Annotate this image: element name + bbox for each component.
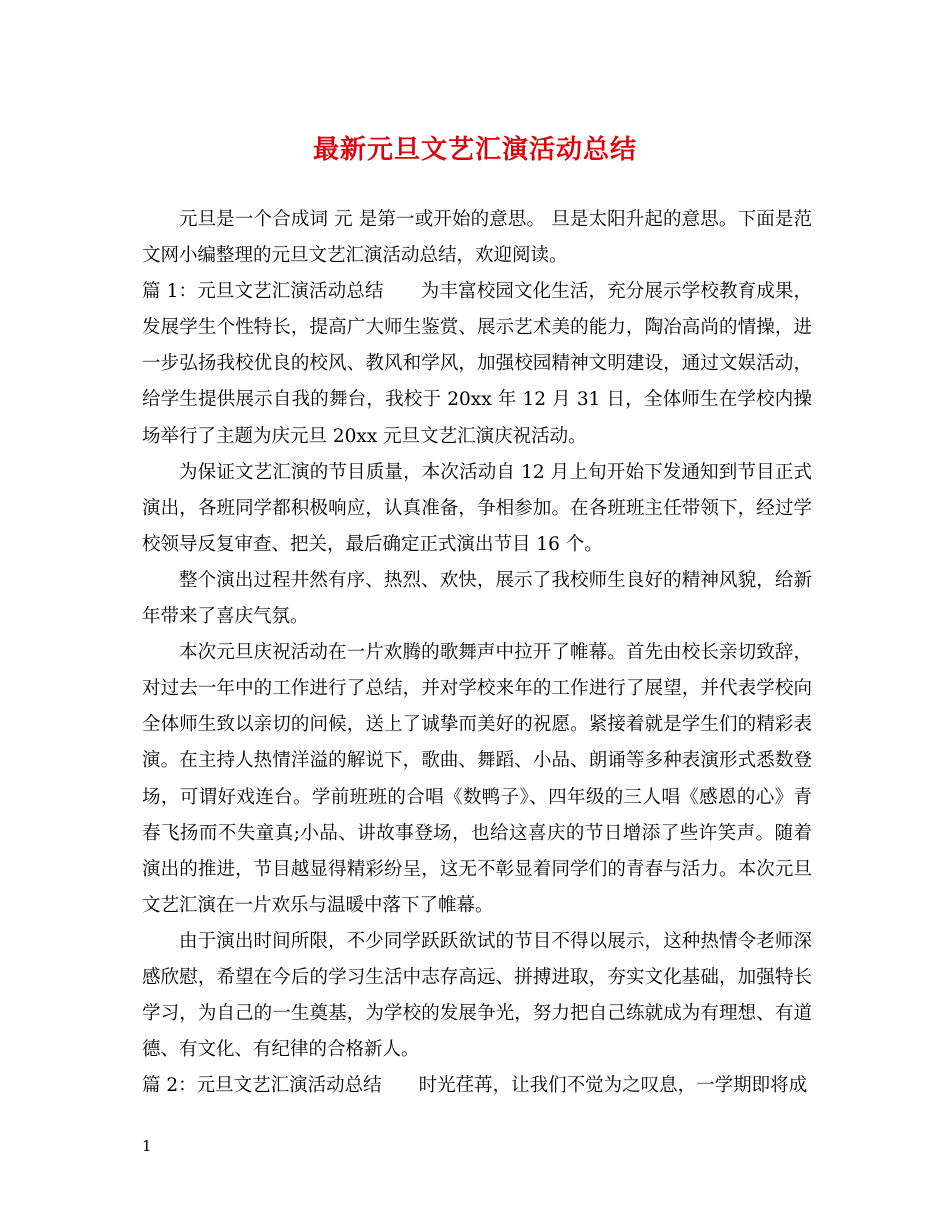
paragraph-intro: 元旦是一个合成词 元 是第一或开始的意思。 旦是太阳升起的意思。下面是范文网小编整理的元旦文艺汇演活动总结，欢迎阅读。: [142, 209, 812, 267]
document-body: [142, 202, 812, 1104]
paragraph-celebration: 本次元旦庆祝活动在一片欢腾的歌舞声中拉开了帷幕。首先由校长亲切致辞，对过去一年中的工作进行了总结，并对学校来年的工作进行了展望，并代表学校向全体师生致以亲切的问候，送上了诚挚而美好的祝愿。紧接着就是学生们的精彩表演。在主持人热情洋溢的解说下，歌曲、舞蹈、小品、朗诵等多种表演形式悉数登场，可谓好戏连台。学前班班的合唱《数鸭子》、四年级的三人唱《感恩的心》青春飞扬而不失童真;小品、讲故事登场，也给这喜庆的节日增添了些许笑声。随着演出的推进，节目越显得精彩纷呈，这无不彰显着同学们的青春与活力。本次元旦文艺汇演在一片欢乐与温暖中落下了帷幕。: [142, 642, 812, 916]
paragraph-performance-order: 整个演出过程井然有序、热烈、欢快，展示了我校师生良好的精神风貌，给新年带来了喜庆气氛。: [142, 569, 812, 628]
page-number: 1: [142, 1137, 152, 1155]
paragraph-program-quality: 为保证文艺汇演的节目质量，本次活动自 12 月上旬开始下发通知到节目正式演出，各班同学都积极响应，认真准备，争相参加。在各班班主任带领下，经过学校领导反复审查、把关，最后确定正式演出节目 16 个。: [142, 461, 812, 555]
paragraph-article-1-start: 篇 1：元旦文艺汇演活动总结 为丰富校园文化生活，充分展示学校教育成果，发展学生个性特长，提高广大师生鉴赏、展示艺术美的能力，陶冶高尚的情操，进一步弘扬我校优良的校风、教风和学风，加强校园精神文明建设，通过文娱活动，给学生提供展示自我的舞台，我校于 20xx 年 12 月 31 日，全体师生在学校内操场举行了主题为庆元旦 20xx 元旦文艺汇演庆祝活动。: [142, 281, 812, 447]
paragraph-closing-hopes: 由于演出时间所限，不少同学跃跃欲试的节目不得以展示，这种热情令老师深感欣慰，希望在今后的学习生活中志存高远、拼搏进取，夯实文化基础，加强特长学习，为自己的一生奠基，为学校的发展争光，努力把自己练就成为有理想、有道德、有文化、有纪律的合格新人。: [142, 930, 812, 1061]
document-title: 最新元旦文艺汇演活动总结: [312, 135, 637, 165]
paragraph-article-2-start: 篇 2：元旦文艺汇演活动总结 时光荏苒，让我们不觉为之叹息，一学期即将成: [142, 1075, 808, 1097]
